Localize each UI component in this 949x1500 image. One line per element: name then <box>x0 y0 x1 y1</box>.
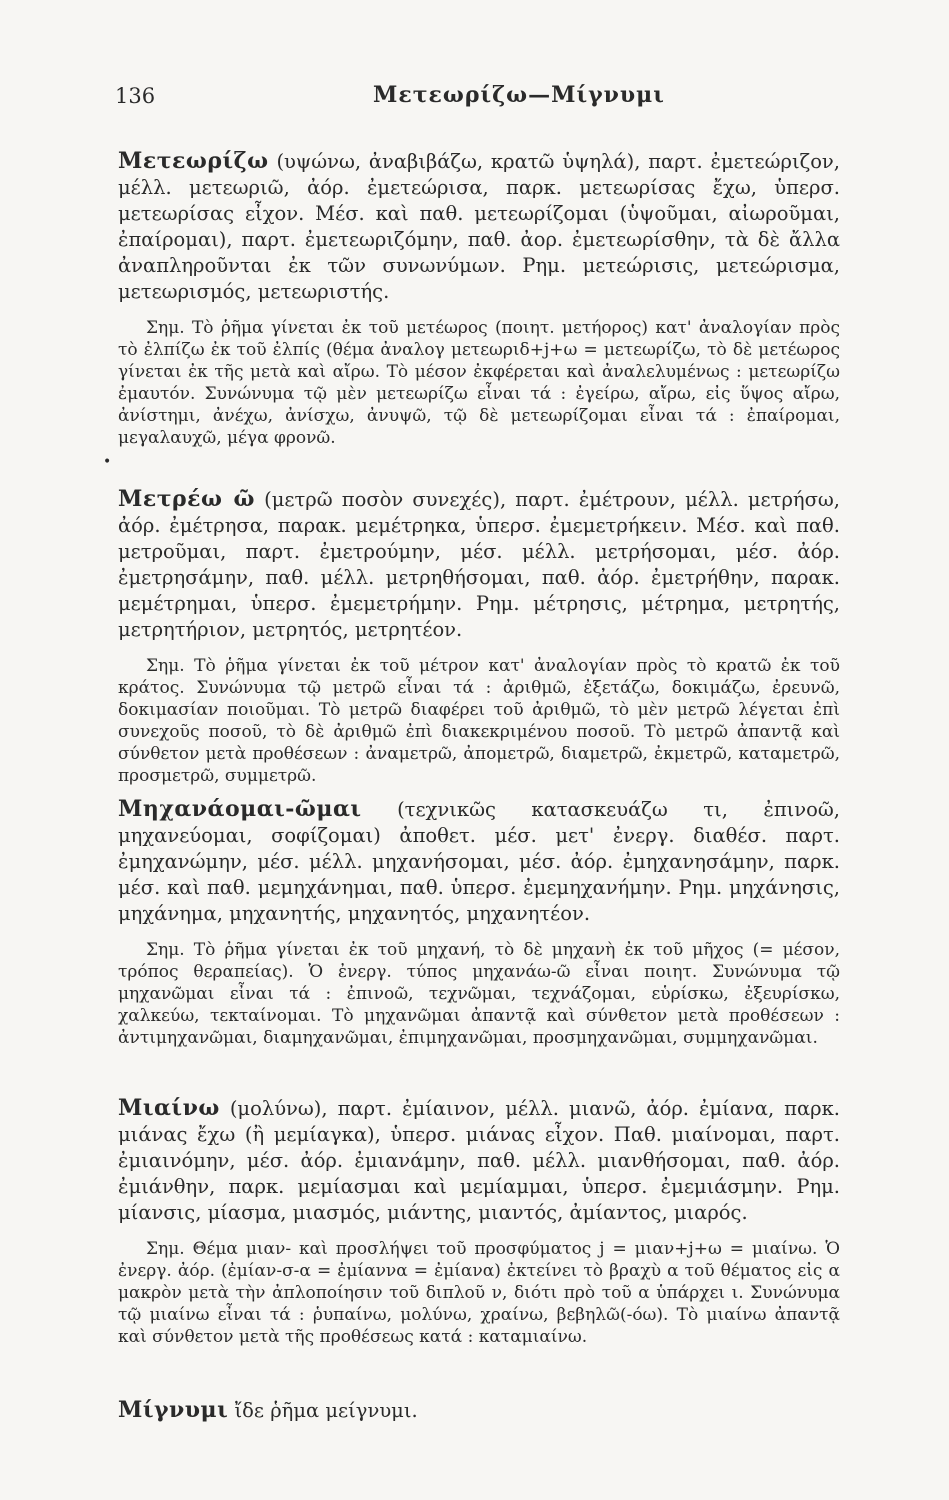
headword: Μετεωρίζω <box>118 148 269 174</box>
entry-body <box>118 796 840 927</box>
entry-mignymi <box>118 1397 840 1424</box>
page-number: 136 <box>115 84 156 108</box>
entry-definition: ἴδε ῥῆμα μείγνυμι. <box>234 1399 418 1422</box>
headword: Μηχανάομαι-ῶμαι <box>118 796 362 822</box>
entry-miaino <box>118 1095 840 1348</box>
margin-bullet: • <box>103 454 112 470</box>
entry-body <box>118 1397 840 1424</box>
entry-note: Σημ. Θέμα μιαν- καὶ προσλήψει τοῦ προσφύματος j = μιαν+j+ω = μιαίνω. Ὁ ἐνεργ. ἀόρ. (ἐμίαν-σ-α = ἐμίαννα = ἐμίανα) ἐκτείνει τὸ βραχὺ α τοῦ θέματος εἰς α μακρὸν μετὰ τὴν ἀπλοποίησιν τοῦ διπλοῦ ν, διότι πρὸ τοῦ α ὑπάρχει ι. Συνώνυμα τῷ μιαίνω εἶναι τά : ῥυπαίνω, μολύνω, χραίνω, βεβηλῶ(-όω). Τὸ μιαίνω ἀπαντᾷ καὶ σύνθετον μετὰ τῆς προθέσεως κατά : καταμιαίνω. <box>118 1239 840 1347</box>
entry-definition: (μολύνω), παρτ. ἐμίαινον, μέλλ. μιανῶ, ἀόρ. ἐμίανα, παρκ. μιάνας ἔχω (ἢ μεμίαγκα), ὑπερσ. μιάνας εἶχον. Παθ. μιαίνομαι, παρτ. ἐμιαινόμην, μέσ. ἀόρ. ἐμιανάμην, παθ. μέλλ. μιανθήσομαι, παθ. ἀόρ. ἐμιάνθην, παρκ. μεμίασμαι καὶ μεμίαμμαι, ὑπερσ. ἐμεμιάσμην. Ρημ. μίανσις, μίασμα, μιασμός, μιάντης, μιαντός, ἀμίαντος, μιαρός. <box>118 1097 841 1224</box>
entry-definition: (μετρῶ ποσὸν συνεχές), παρτ. ἐμέτρουν, μέλλ. μετρήσω, ἀόρ. ἐμέτρησα, παρακ. μεμέτρηκα, ὑπερσ. ἐμεμετρήκειν. Μέσ. καὶ παθ. μετροῦμαι, παρτ. ἐμετρούμην, μέσ. μέλλ. μετρήσομαι, μέσ. ἀόρ. ἐμετρησάμην, παθ. μέλλ. μετρηθήσομαι, παθ. ἀόρ. ἐμετρήθην, παρακ. μεμέτρημαι, ὑπερσ. ἐμεμετρήμην. Ρημ. μέτρησις, μέτρημα, μετρητής, μετρητήριον, μετρητός, μετρητέον. <box>118 488 840 641</box>
entry-definition: (τεχνικῶς κατασκευάζω τι, ἐπινοῶ, μηχανεύομαι, σοφίζομαι) ἀποθετ. μέσ. μετ' ἐνεργ. διαθέσ. παρτ. ἐμηχανώμην, μέσ. μέλλ. μηχανήσομαι, μέσ. ἀόρ. ἐμηχανησάμην, παρκ. μέσ. καὶ παθ. μεμηχάνημαι, παθ. ὑπερσ. ἐμεμηχανήμην. Ρημ. μηχάνησις, μηχάνημα, μηχανητής, μηχανητός, μηχανητέον. <box>118 798 841 925</box>
headword: Μίγνυμι <box>118 1397 229 1423</box>
entry-note: Σημ. Τὸ ῥῆμα γίνεται ἐκ τοῦ μετέωρος (ποιητ. μετήορος) κατ' ἀναλογίαν πρὸς τὸ ἐλπίζω ἐκ τοῦ ἐλπίς (θέμα ἀναλογ μετεωριδ+j+ω = μετεωρίζω, τὸ δὲ μετέωρος γίνεται ἐκ τῆς μετὰ καὶ αἴρω. Τὸ μέσον ἐκφέρεται καὶ ἀναλελυμένως : μετεωρίζω ἐμαυτόν. Συνώνυμα τῷ μὲν μετεωρίζω εἶναι τά : ἐγείρω, αἴρω, εἰς ὕψος αἴρω, ἀνίστημι, ἀνέχω, ἀνίσχω, ἀνυψῶ, τῷ δὲ μετεωρίζομαι εἶναι τά : ἐπαίρομαι, μεγαλαυχῶ, μέγα φρονῶ. <box>118 318 840 448</box>
headword: Μιαίνω <box>118 1095 220 1121</box>
running-title: Μετεωρίζω—Μίγνυμι <box>373 82 665 108</box>
running-head <box>115 84 835 114</box>
headword: Μετρέω ῶ <box>118 486 256 512</box>
entry-meteorizo <box>118 148 840 449</box>
entry-definition: (υψώνω, ἀναβιβάζω, κρατῶ ὑψηλά), παρτ. ἐμετεώριζον, μέλλ. μετεωριῶ, ἀόρ. ἐμετεώρισα, παρκ. μετεωρίσας ἔχω, ὑπερσ. μετεωρίσας εἶχον. Μέσ. καὶ παθ. μετεωρίζομαι (ὑψοῦμαι, αἰωροῦμαι, ἐπαίρομαι), παρτ. ἐμετεωριζόμην, παθ. ἀορ. ἐμετεωρίσθην, τὰ δὲ ἄλλα ἀναπληροῦνται ἐκ τῶν συνωνύμων. Ρημ. μετεώρισις, μετεώρισμα, μετεωρισμός, μετεωριστής. <box>118 150 840 303</box>
entry-body <box>118 1095 840 1226</box>
entry-note: Σημ. Τὸ ῥῆμα γίνεται ἐκ τοῦ μηχανή, τὸ δὲ μηχανὴ ἐκ τοῦ μῆχος (= μέσον, τρόπος θεραπείας). Ὁ ἐνεργ. τύπος μηχανάω-ῶ εἶναι ποιητ. Συνώνυμα τῷ μηχανῶμαι εἶναι τά : ἐπινοῶ, τεχνῶμαι, τεχνάζομαι, εὑρίσκω, ἐξευρίσκω, χαλκεύω, τεκταίνομαι. Τὸ μηχανῶμαι ἀπαντᾷ καὶ σύνθετον μετὰ προθέσεων : ἀντιμηχανῶμαι, διαμηχανῶμαι, ἐπιμηχανῶμαι, προσμηχανῶμαι, συμμηχανῶμαι. <box>118 940 840 1048</box>
entry-body <box>118 148 840 305</box>
entry-metreo <box>118 486 840 787</box>
entry-body <box>118 486 840 643</box>
entry-mechanaomai <box>118 796 840 1049</box>
entry-note: Σημ. Τὸ ῥῆμα γίνεται ἐκ τοῦ μέτρον κατ' ἀναλογίαν πρὸς τὸ κρατῶ ἐκ τοῦ κράτος. Συνώνυμα τῷ μετρῶ εἶναι τά : ἀριθμῶ, ἐξετάζω, δοκιμάζω, ἐρευνῶ, δοκιμασίαν ποιοῦμαι. Τὸ μετρῶ διαφέρει τοῦ ἀριθμῶ, τὸ μὲν μετρῶ λέγεται ἐπὶ συνεχοῦς ποσοῦ, τὸ δὲ ἀριθμῶ ἐπὶ διακεκριμένου ποσοῦ. Τὸ μετρῶ ἀπαντᾷ καὶ σύνθετον μετὰ προθέσεων : ἀναμετρῶ, ἀπομετρῶ, διαμετρῶ, ἐκμετρῶ, καταμετρῶ, προσμετρῶ, συμμετρῶ. <box>118 656 840 786</box>
